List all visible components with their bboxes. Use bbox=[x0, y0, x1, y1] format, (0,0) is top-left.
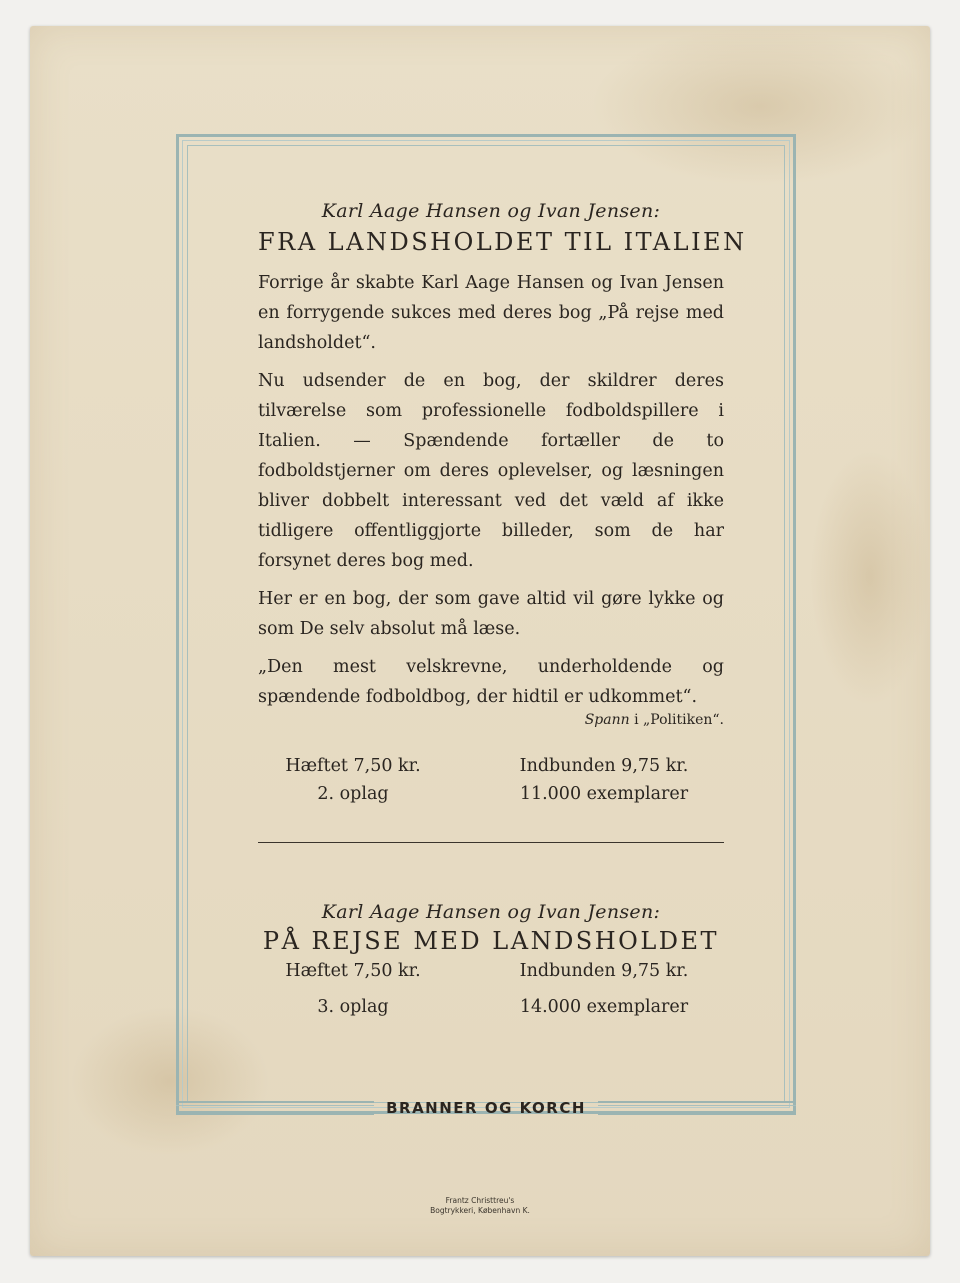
book1-review-quote: „Den mest velskrevne, underholdende og spændende fodboldbog, der hidtil er udkommet“. bbox=[258, 657, 724, 707]
publisher-bar-left-lines bbox=[176, 1101, 374, 1115]
quote-source-name: Spann bbox=[584, 712, 630, 728]
book1-author: Karl Aage Hansen og Ivan Jensen: bbox=[321, 200, 661, 222]
printer-line-2: Bogtrykkeri, København K. bbox=[430, 1206, 530, 1215]
book1-price-row bbox=[258, 752, 724, 780]
book2-copies: 14.000 exemplarer bbox=[519, 997, 689, 1017]
printer-imprint bbox=[400, 1196, 560, 1216]
book1-quote-source bbox=[258, 712, 724, 728]
book1-price-bound: Indbunden 9,75 kr. bbox=[519, 756, 689, 776]
book2-edition-row bbox=[258, 993, 724, 1021]
publisher-name: BRANNER OG KORCH bbox=[386, 1099, 586, 1117]
book2-author: Karl Aage Hansen og Ivan Jensen: bbox=[321, 901, 661, 923]
book2-price-row bbox=[258, 957, 724, 985]
book1-copies: 11.000 exemplarer bbox=[519, 784, 689, 804]
book1-price-paperback: Hæftet 7,50 kr. bbox=[285, 756, 421, 776]
book2-title: PÅ REJSE MED LANDSHOLDET bbox=[262, 927, 720, 955]
printer-line-1: Frantz Christtreu's bbox=[445, 1196, 515, 1205]
quote-source-publication: i „Politiken“. bbox=[629, 712, 724, 728]
book2-price-paperback: Hæftet 7,50 kr. bbox=[285, 961, 421, 981]
book1-paragraph-3: Her er en bog, der som gave altid vil gøre lykke og som De selv absolut må læse. bbox=[258, 589, 724, 639]
book1-paragraph-2: Nu udsender de en bog, der skildrer deres tilværelse som professionelle fodboldspillere i Italien. — Spændende fortæller de to fodboldstjerner om deres oplevelser, og læsningen bliver dobbelt interessant ved det væld af ikke tidligere offentliggjorte billeder, som de har forsynet deres bog med. bbox=[258, 371, 724, 571]
publisher-bar-right-lines bbox=[598, 1101, 796, 1115]
book2-price-bound: Indbunden 9,75 kr. bbox=[519, 961, 689, 981]
publisher-bar bbox=[176, 1098, 796, 1118]
book1-edition-row bbox=[258, 780, 724, 808]
book2-edition: 3. oplag bbox=[317, 997, 389, 1017]
book1-title: FRA LANDSHOLDET TIL ITALIEN bbox=[258, 228, 747, 256]
cover-text-block bbox=[258, 200, 747, 1021]
book1-edition: 2. oplag bbox=[317, 784, 389, 804]
book1-paragraph-1: Forrige år skabte Karl Aage Hansen og Ivan Jensen en forrygende sukces med deres bog „På rejse med landsholdet“. bbox=[258, 273, 724, 353]
